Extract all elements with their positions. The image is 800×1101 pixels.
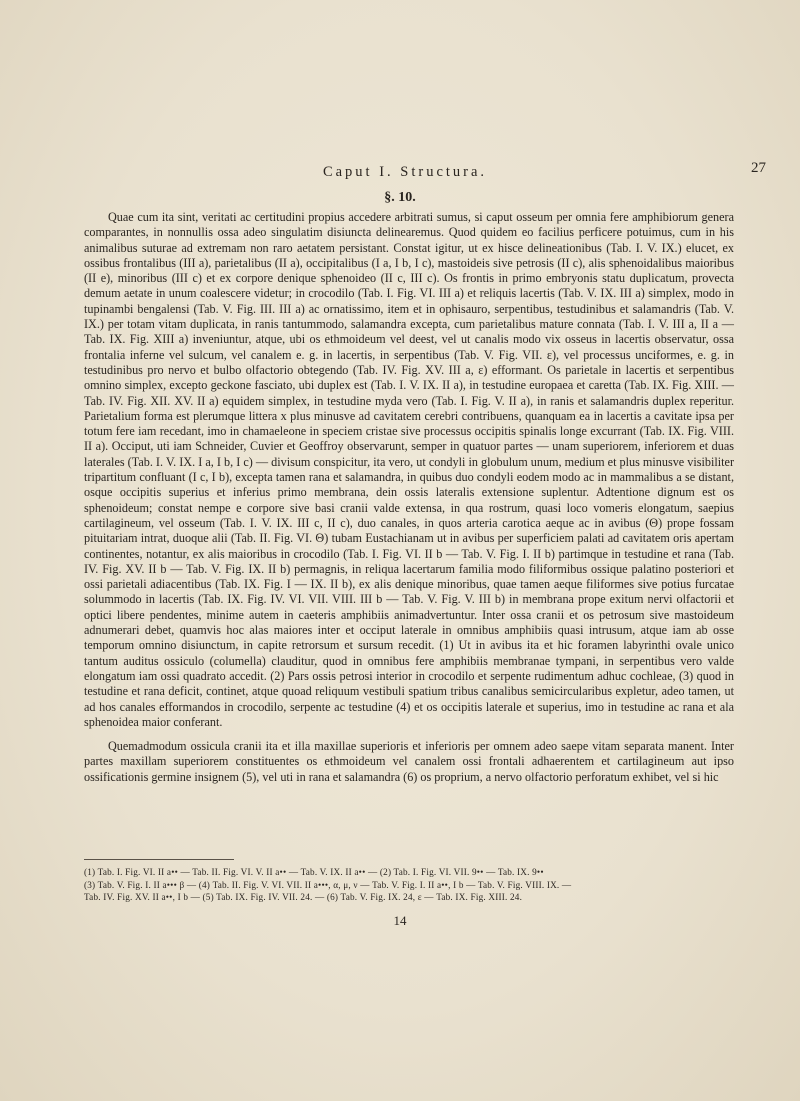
footnotes bbox=[84, 866, 734, 904]
paragraph-2: Quemadmodum ossicula cranii ita et illa maxillae superioris et inferioris per omnem adeo saepe vitam separata manent. Inter partes maxillam superiorem constituentes os ethmoideum vel canalem ossi frontali adhaerentem et cartilagineum aut ipso ossificationis germine insignem (5), vel uti in rana et salamandra (6) os proprium, a nervo olfactorio perforatum exhibet, vel si hic bbox=[84, 739, 734, 784]
footnote-rule bbox=[84, 859, 234, 860]
running-head: Caput I. Structura. bbox=[322, 164, 488, 180]
section-heading: §. 10. bbox=[384, 190, 416, 205]
footnote-line: Tab. IV. Fig. XV. II a••, I b — (5) Tab. IX. Fig. IV. VII. 24. — (6) Tab. V. Fig. IX. 24, ε — Tab. IX. Fig. XIII. 24. bbox=[84, 892, 523, 902]
footnote-line: (1) Tab. I. Fig. VI. II a•• — Tab. II. Fig. VI. V. II a•• — Tab. V. IX. II a•• — (2) Tab. I. Fig. VI. VII. 9•• — Tab. IX. 9•• bbox=[84, 867, 544, 877]
page-number: 27 bbox=[751, 160, 766, 176]
paragraph-1: Quae cum ita sint, veritati ac certitudini propius accedere arbitrati sumus, si caput osseum per omnia fere amphibiorum genera comparantes, in nonnullis ossa adeo singulatim disiuncta delinearemus. Quod quidem eo facilius perficere potuimus, cum in his animalibus suturae ad extremam non raro aetatem persistant. Constat igitur, ut ex hisce delineationibus (Tab. I. V. IX.) elucet, ex ossibus frontalibus (III a), parietalibus (II a), occipitalibus (I a, I b, I c), mastoideis sive petrosis (II c), alis sphenoidalibus maioribus (II e), minoribus (III c) et ex corpore denique sphenoideo (II c, III c). Os frontis in primo embryonis statu duplicatum, provecta demum aetate in unum coalescere videtur; in crocodilo (Tab. I. Fig. VI. III a) et reliquis lacertis (Tab. V. IX. III a) simplex, modo in tupinambi bengalensi (Tab. V. Fig. III. III a) ac ornatissimo, item et in ophisauro, serpentibus, testudinibus et salamandris (Tab. V. IX.) per totam vitam duplicata, in ranis tantummodo, salamandra excepta, cum parietalibus mature connata (Tab. I. V. III a, II a — Tab. IX. Fig. XIII a) inveniuntur, atque, ubi os ethmoideum vel deest, vel ut canalis modo vix osseus in lacertis observatur, ossa frontalia inferne vel sulcum, vel canalem e. g. in lacertis, in serpentibus (Tab. V. Fig. VII. ε), vel processus unciformes, e. g. in testudinibus pro nervo et bulbo olfactorio obtegendo (Tab. IV. Fig. XV. III a, ε) efformant. Os parietale in lacertis et serpentibus omnino simplex, excepto geckone fasciato, ubi duplex est (Tab. I. V. IX. II a), in testudine europaea et caretta (Tab. IX. Fig. XIII. — Tab. IV. Fig. XII. XV. II a) equidem simplex, in testudine myda vero (Tab. I. Fig. V. II a), in ranis et salamandris duplex reperitur. Parietalium forma est plerumque littera x plus minusve ad cavitatem cerebri contribuens, quanquam ea in lacertis a cavitate ipsa per totum fere iam recedant, imo in chamaeleone in speciem cristae sive processus occipitis spinalis longe excurrant (Tab. IX. Fig. VIII. II a). Occiput, uti iam Schneider, Cuvier et Geoffroy observarunt, semper in quatuor partes — unam superiorem, inferiorem et duas laterales (Tab. I. V. IX. I a, I b, I c) — divisum conspicitur, ita vero, ut condyli in globulum unum, medium et plus minusve visibiliter tripartitum confluant (I c, I b), excepta tamen rana et salamandra, in quibus duo condyli eodem modo ac in mammalibus a se distant, osque occipitis superius et inferius primo membrana, dein ossis lateralis extensione suplentur. Adtentione dignum est os sphenoideum; constat nempe e corpore sive basi cranii valde extensa, in qua rostrum, quasi loco vomeris elongatum, saepius cartilagineum, vel osseum (Tab. I. V. IX. III c, II c), duo canales, in quos arteria carotica aeque ac in avibus (Θ) prope fossam pituitariam intrat, duoque alii (Tab. II. Fig. VI. Θ) tubam Eustachianam ut in avibus per superficiem palati ad cavitatem oris apertam continentes, notantur, ex alis maioribus in crocodilo (Tab. I. Fig. VI. II b — Tab. V. Fig. I. II b) partimque in testudine et rana (Tab. IV. Fig. XV. II b — Tab. V. Fig. IX. II b) permagnis, in reliqua lacertarum familia modo filiformibus ossique palatino posteriori et ossi parietali adiacentibus (Tab. IX. Fig. I — IX. II b), ex alis denique minoribus, quae tamen aeque filiformes sive potius furcatae solummodo in lacertis (Tab. IX. Fig. IV. VI. VII. VIII. III b — Tab. V. Fig. V. III b) in membrana prope exitum nervi olfactorii et optici libere pendentes, minime autem in caeteris amphibiis animadvertuntur. Inter ossa cranii et os petrosum sive mastoideum adnumerari debet, quamvis hoc alas maiores inter et occiput laterale in omnibus amphibiis quasi intrusum, atque iam ab osse temporum omnino disiunctum, in capite retrorsum et sursum recedit. (1) Ut in avibus ita et hic foramen labyrinthi ovale unico tantum auditus ossiculo (columella) clauditur, quod in omnibus fere amphibiis membranae tympani, in serpentibus vero valde elongatum iam ossi quadrato accedit. (2) Pars ossis petrosi interior in crocodilo et serpente rudimentum adhuc cochleae, (3) quod in testudine et rana deficit, continet, atque quoad reliquum vestibuli spatium tribus canalibus semicircularibus expletur, adeo tamen, ut ad hos canales efformandos in crocodilo, serpente ac testudine (4) et os occipitis laterale et superius, imo in testudine ac rana et ala sphenoidea maior conferant. bbox=[84, 210, 734, 729]
footnote-line: (3) Tab. V. Fig. I. II a••• β — (4) Tab. II. Fig. V. VI. VII. II a•••, α, μ, ν — Tab. V. Fig. I. II a••, I b — Tab. V. Fig. VIII. IX. — bbox=[84, 879, 572, 890]
printer-signature: 14 bbox=[393, 913, 407, 928]
body-text bbox=[84, 210, 734, 785]
